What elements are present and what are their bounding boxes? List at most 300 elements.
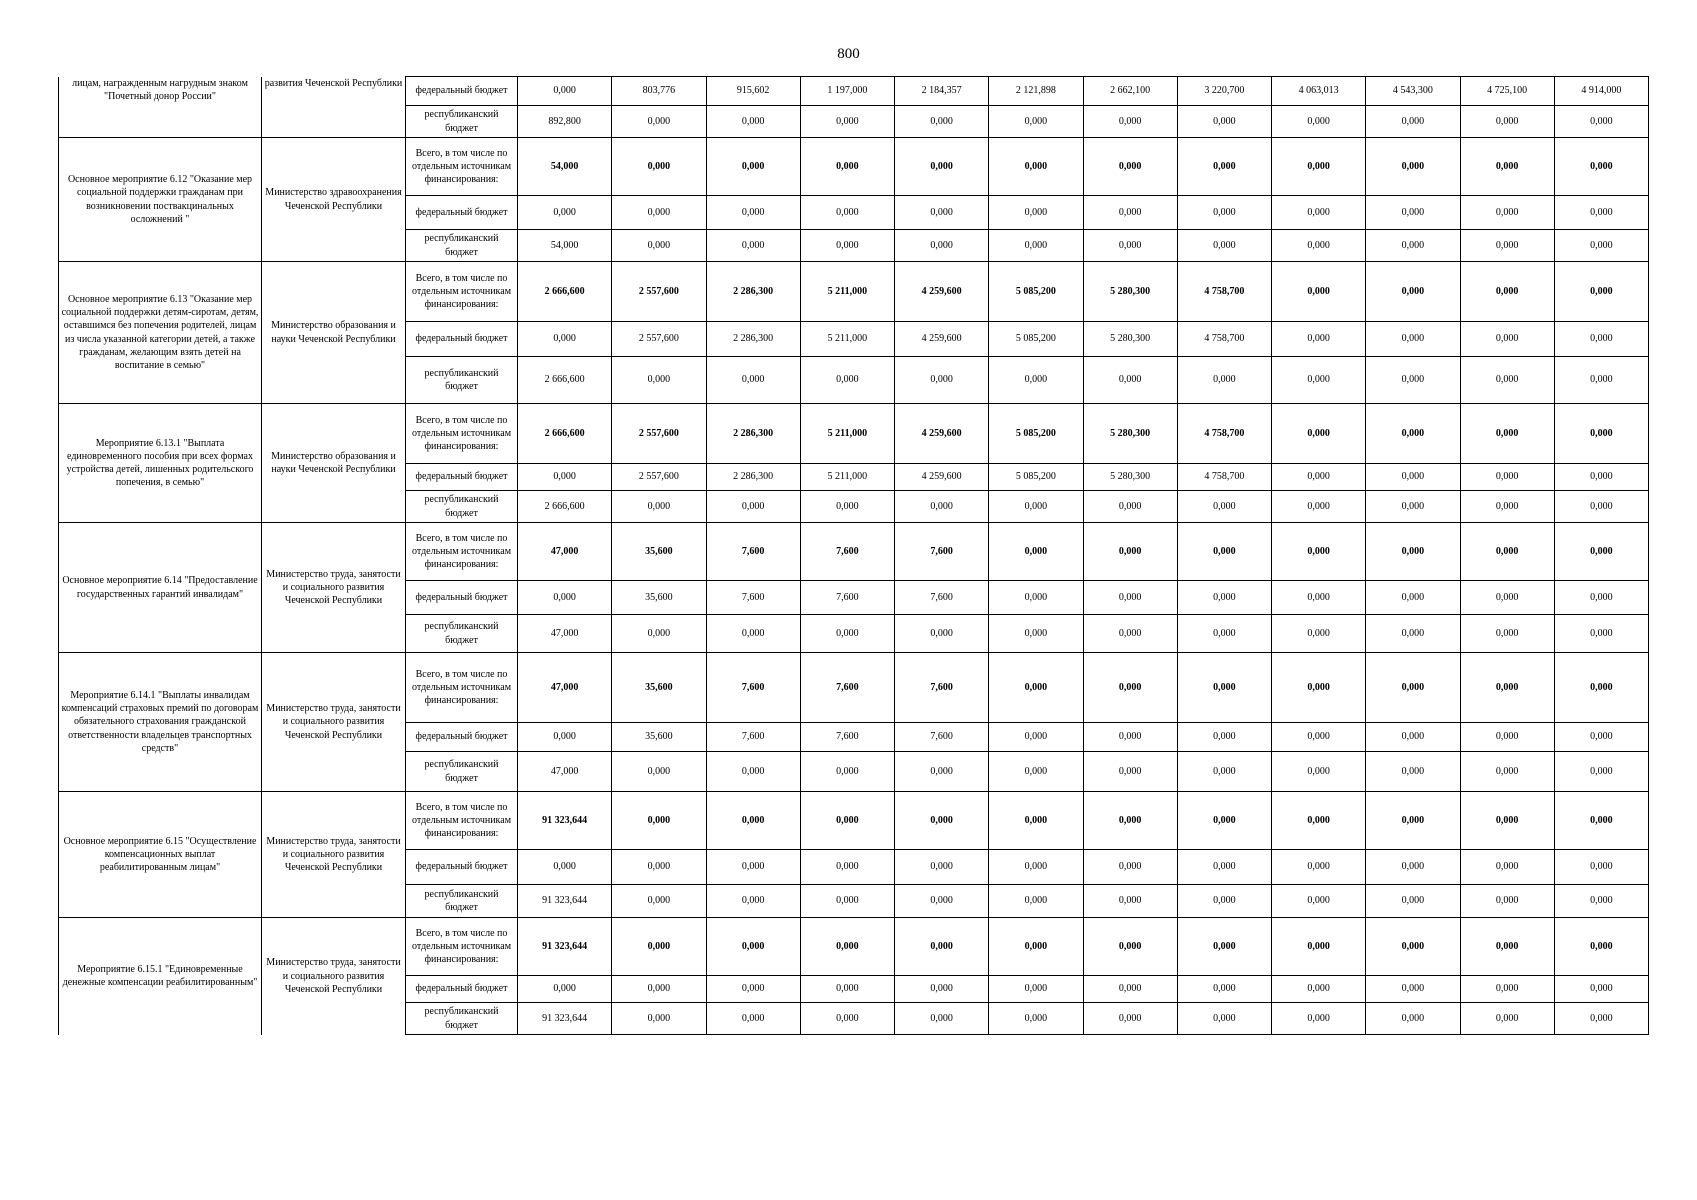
amount-cell: 0,000	[800, 885, 894, 918]
amount-cell: 0,000	[706, 357, 800, 404]
funding-source: федеральный бюджет	[406, 723, 518, 752]
amount-cell: 0,000	[895, 885, 989, 918]
amount-cell: 0,000	[989, 491, 1083, 523]
activity-name: Мероприятие 6.13.1 "Выплата единовременного пособия при всех формах устройства детей, лишенных родительского попечения, в семью"	[59, 404, 262, 523]
amount-cell: 7,600	[706, 523, 800, 581]
amount-cell: 0,000	[1460, 404, 1554, 464]
amount-cell: 0,000	[706, 106, 800, 138]
amount-cell: 0,000	[1083, 491, 1177, 523]
amount-cell: 0,000	[1554, 106, 1648, 138]
funding-source: республиканский бюджет	[406, 615, 518, 653]
amount-cell: 4 758,700	[1177, 464, 1271, 491]
amount-cell: 0,000	[1460, 523, 1554, 581]
amount-cell: 0,000	[989, 752, 1083, 792]
amount-cell: 0,000	[1177, 850, 1271, 885]
amount-cell: 5 085,200	[989, 404, 1083, 464]
amount-cell: 4 259,600	[895, 464, 989, 491]
amount-cell: 0,000	[1272, 653, 1366, 723]
amount-cell: 0,000	[800, 357, 894, 404]
amount-cell: 2 662,100	[1083, 77, 1177, 106]
amount-cell: 0,000	[800, 138, 894, 196]
amount-cell: 0,000	[1460, 918, 1554, 976]
amount-cell: 0,000	[1177, 976, 1271, 1003]
amount-cell: 0,000	[1177, 491, 1271, 523]
amount-cell: 0,000	[800, 106, 894, 138]
amount-cell: 4 543,300	[1366, 77, 1460, 106]
amount-cell: 0,000	[1554, 491, 1648, 523]
amount-cell: 7,600	[706, 723, 800, 752]
amount-cell: 4 758,700	[1177, 404, 1271, 464]
amount-cell: 0,000	[1083, 523, 1177, 581]
amount-cell: 0,000	[1272, 464, 1366, 491]
amount-cell: 0,000	[1460, 106, 1554, 138]
amount-cell: 2 121,898	[989, 77, 1083, 106]
table-row	[59, 918, 1649, 976]
amount-cell: 2 557,600	[612, 464, 706, 491]
amount-cell: 0,000	[612, 615, 706, 653]
amount-cell: 0,000	[706, 850, 800, 885]
amount-cell: 54,000	[518, 230, 612, 262]
amount-cell: 0,000	[895, 615, 989, 653]
amount-cell: 5 085,200	[989, 464, 1083, 491]
amount-cell: 54,000	[518, 138, 612, 196]
table-row	[59, 653, 1649, 723]
amount-cell: 0,000	[612, 885, 706, 918]
amount-cell: 0,000	[1177, 581, 1271, 615]
amount-cell: 0,000	[706, 976, 800, 1003]
amount-cell: 0,000	[800, 1003, 894, 1035]
amount-cell: 0,000	[895, 230, 989, 262]
amount-cell: 0,000	[1366, 106, 1460, 138]
amount-cell: 2 666,600	[518, 404, 612, 464]
amount-cell: 0,000	[895, 792, 989, 850]
amount-cell: 91 323,644	[518, 885, 612, 918]
amount-cell: 0,000	[1177, 230, 1271, 262]
table-row	[59, 77, 1649, 106]
amount-cell: 0,000	[1272, 581, 1366, 615]
funding-source: Всего, в том числе по отдельным источникам финансирования:	[406, 523, 518, 581]
amount-cell: 0,000	[1177, 653, 1271, 723]
amount-cell: 0,000	[1366, 752, 1460, 792]
funding-source: Всего, в том числе по отдельным источникам финансирования:	[406, 262, 518, 322]
amount-cell: 0,000	[1554, 752, 1648, 792]
amount-cell: 5 211,000	[800, 262, 894, 322]
table-row	[59, 404, 1649, 464]
amount-cell: 2 286,300	[706, 322, 800, 357]
amount-cell: 0,000	[1083, 653, 1177, 723]
amount-cell: 4 758,700	[1177, 322, 1271, 357]
amount-cell: 0,000	[518, 77, 612, 106]
activity-name: лицам, награжденным нагрудным знаком "Почетный донор России"	[59, 77, 262, 138]
amount-cell: 0,000	[800, 491, 894, 523]
amount-cell: 0,000	[989, 196, 1083, 230]
amount-cell: 2 184,357	[895, 77, 989, 106]
amount-cell: 2 286,300	[706, 464, 800, 491]
amount-cell: 0,000	[1460, 653, 1554, 723]
funding-source: федеральный бюджет	[406, 464, 518, 491]
amount-cell: 0,000	[706, 918, 800, 976]
activity-name: Основное мероприятие 6.14 "Предоставление государственных гарантий инвалидам"	[59, 523, 262, 653]
funding-source: федеральный бюджет	[406, 850, 518, 885]
amount-cell: 0,000	[1083, 918, 1177, 976]
amount-cell: 0,000	[1272, 752, 1366, 792]
amount-cell: 0,000	[1177, 885, 1271, 918]
amount-cell: 0,000	[1460, 850, 1554, 885]
amount-cell: 35,600	[612, 523, 706, 581]
amount-cell: 0,000	[1460, 357, 1554, 404]
amount-cell: 0,000	[800, 752, 894, 792]
amount-cell: 0,000	[989, 918, 1083, 976]
amount-cell: 0,000	[989, 615, 1083, 653]
amount-cell: 0,000	[1177, 1003, 1271, 1035]
amount-cell: 0,000	[706, 885, 800, 918]
table-row	[59, 138, 1649, 196]
amount-cell: 5 280,300	[1083, 464, 1177, 491]
amount-cell: 0,000	[1554, 653, 1648, 723]
page-number: 800	[837, 46, 860, 62]
amount-cell: 0,000	[612, 792, 706, 850]
amount-cell: 0,000	[706, 792, 800, 850]
amount-cell: 0,000	[1554, 792, 1648, 850]
amount-cell: 0,000	[895, 491, 989, 523]
amount-cell: 0,000	[1083, 138, 1177, 196]
amount-cell: 0,000	[1460, 885, 1554, 918]
amount-cell: 0,000	[518, 464, 612, 491]
funding-source: Всего, в том числе по отдельным источникам финансирования:	[406, 792, 518, 850]
amount-cell: 0,000	[1460, 230, 1554, 262]
amount-cell: 0,000	[800, 976, 894, 1003]
amount-cell: 0,000	[1272, 918, 1366, 976]
amount-cell: 0,000	[1554, 976, 1648, 1003]
funding-source: республиканский бюджет	[406, 491, 518, 523]
amount-cell: 0,000	[1366, 918, 1460, 976]
amount-cell: 0,000	[612, 106, 706, 138]
amount-cell: 0,000	[1177, 357, 1271, 404]
amount-cell: 0,000	[1083, 230, 1177, 262]
amount-cell: 4 259,600	[895, 404, 989, 464]
amount-cell: 0,000	[1272, 792, 1366, 850]
executor-name: Министерство труда, занятости и социального развития Чеченской Республики	[262, 653, 406, 792]
amount-cell: 7,600	[800, 523, 894, 581]
amount-cell: 5 280,300	[1083, 322, 1177, 357]
activity-name: Мероприятие 6.15.1 "Единовременные денежные компенсации реабилитированным"	[59, 918, 262, 1035]
amount-cell: 0,000	[1554, 196, 1648, 230]
amount-cell: 2 666,600	[518, 357, 612, 404]
amount-cell: 0,000	[1272, 491, 1366, 523]
amount-cell: 0,000	[612, 357, 706, 404]
amount-cell: 4 259,600	[895, 322, 989, 357]
activity-name: Основное мероприятие 6.13 "Оказание мер социальной поддержки детям-сиротам, детям, оставшимся без попечения родителей, лицам из числа указанной категории детей, а также гражданам, желающим взять детей на воспитание в семью"	[59, 262, 262, 404]
amount-cell: 0,000	[1177, 752, 1271, 792]
executor-name: развития Чеченской Республики	[262, 77, 406, 138]
amount-cell: 0,000	[1083, 885, 1177, 918]
amount-cell: 0,000	[1366, 322, 1460, 357]
amount-cell: 0,000	[989, 850, 1083, 885]
amount-cell: 0,000	[1272, 723, 1366, 752]
amount-cell: 0,000	[1554, 615, 1648, 653]
amount-cell: 0,000	[1366, 404, 1460, 464]
amount-cell: 0,000	[612, 752, 706, 792]
amount-cell: 0,000	[518, 723, 612, 752]
amount-cell: 0,000	[1554, 230, 1648, 262]
amount-cell: 2 286,300	[706, 262, 800, 322]
funding-source: федеральный бюджет	[406, 322, 518, 357]
amount-cell: 0,000	[1460, 464, 1554, 491]
amount-cell: 0,000	[989, 357, 1083, 404]
amount-cell: 0,000	[1083, 976, 1177, 1003]
amount-cell: 0,000	[800, 230, 894, 262]
amount-cell: 0,000	[1177, 138, 1271, 196]
amount-cell: 0,000	[1366, 464, 1460, 491]
funding-source: федеральный бюджет	[406, 581, 518, 615]
amount-cell: 0,000	[1366, 491, 1460, 523]
amount-cell: 2 666,600	[518, 262, 612, 322]
amount-cell: 0,000	[800, 792, 894, 850]
amount-cell: 7,600	[800, 723, 894, 752]
executor-name: Министерство здравоохранения Чеченской Республики	[262, 138, 406, 262]
amount-cell: 7,600	[800, 581, 894, 615]
amount-cell: 5 211,000	[800, 404, 894, 464]
amount-cell: 0,000	[612, 196, 706, 230]
amount-cell: 0,000	[1366, 1003, 1460, 1035]
amount-cell: 0,000	[1460, 752, 1554, 792]
amount-cell: 0,000	[1272, 976, 1366, 1003]
amount-cell: 0,000	[518, 196, 612, 230]
table-row	[59, 262, 1649, 322]
amount-cell: 0,000	[1272, 1003, 1366, 1035]
amount-cell: 0,000	[1272, 262, 1366, 322]
amount-cell: 0,000	[1272, 615, 1366, 653]
amount-cell: 0,000	[1460, 138, 1554, 196]
amount-cell: 0,000	[1460, 581, 1554, 615]
amount-cell: 0,000	[1272, 357, 1366, 404]
amount-cell: 0,000	[1272, 106, 1366, 138]
amount-cell: 0,000	[989, 581, 1083, 615]
amount-cell: 2 286,300	[706, 404, 800, 464]
amount-cell: 0,000	[1554, 723, 1648, 752]
amount-cell: 0,000	[989, 723, 1083, 752]
amount-cell: 0,000	[1460, 262, 1554, 322]
amount-cell: 0,000	[895, 1003, 989, 1035]
amount-cell: 4 063,013	[1272, 77, 1366, 106]
amount-cell: 0,000	[1083, 581, 1177, 615]
amount-cell: 0,000	[1272, 322, 1366, 357]
amount-cell: 5 280,300	[1083, 262, 1177, 322]
amount-cell: 0,000	[1272, 230, 1366, 262]
amount-cell: 7,600	[706, 581, 800, 615]
amount-cell: 0,000	[1366, 357, 1460, 404]
funding-source: республиканский бюджет	[406, 885, 518, 918]
amount-cell: 0,000	[1554, 138, 1648, 196]
amount-cell: 35,600	[612, 723, 706, 752]
amount-cell: 0,000	[1083, 850, 1177, 885]
amount-cell: 47,000	[518, 615, 612, 653]
amount-cell: 0,000	[1177, 918, 1271, 976]
funding-source: республиканский бюджет	[406, 752, 518, 792]
amount-cell: 91 323,644	[518, 1003, 612, 1035]
amount-cell: 0,000	[1366, 523, 1460, 581]
amount-cell: 0,000	[989, 106, 1083, 138]
amount-cell: 4 914,000	[1554, 77, 1648, 106]
amount-cell: 0,000	[1366, 885, 1460, 918]
amount-cell: 0,000	[1366, 230, 1460, 262]
amount-cell: 5 211,000	[800, 322, 894, 357]
amount-cell: 0,000	[1460, 792, 1554, 850]
amount-cell: 0,000	[518, 322, 612, 357]
amount-cell: 0,000	[1272, 404, 1366, 464]
amount-cell: 0,000	[1083, 357, 1177, 404]
amount-cell: 91 323,644	[518, 918, 612, 976]
amount-cell: 47,000	[518, 653, 612, 723]
amount-cell: 0,000	[612, 491, 706, 523]
amount-cell: 0,000	[989, 976, 1083, 1003]
amount-cell: 0,000	[1460, 1003, 1554, 1035]
amount-cell: 0,000	[1272, 196, 1366, 230]
amount-cell: 35,600	[612, 653, 706, 723]
amount-cell: 0,000	[1272, 850, 1366, 885]
executor-name: Министерство труда, занятости и социального развития Чеченской Республики	[262, 918, 406, 1035]
amount-cell: 0,000	[1272, 885, 1366, 918]
amount-cell: 0,000	[1460, 615, 1554, 653]
amount-cell: 0,000	[706, 615, 800, 653]
amount-cell: 0,000	[1366, 792, 1460, 850]
amount-cell: 0,000	[518, 581, 612, 615]
amount-cell: 0,000	[1554, 581, 1648, 615]
amount-cell: 2 557,600	[612, 262, 706, 322]
amount-cell: 0,000	[1554, 464, 1648, 491]
amount-cell: 0,000	[1460, 491, 1554, 523]
amount-cell: 0,000	[800, 615, 894, 653]
amount-cell: 0,000	[1366, 850, 1460, 885]
amount-cell: 0,000	[1554, 523, 1648, 581]
amount-cell: 7,600	[895, 523, 989, 581]
amount-cell: 0,000	[612, 230, 706, 262]
amount-cell: 47,000	[518, 523, 612, 581]
amount-cell: 0,000	[1460, 322, 1554, 357]
amount-cell: 0,000	[895, 918, 989, 976]
amount-cell: 803,776	[612, 77, 706, 106]
amount-cell: 0,000	[1177, 196, 1271, 230]
amount-cell: 0,000	[1083, 196, 1177, 230]
funding-source: федеральный бюджет	[406, 196, 518, 230]
amount-cell: 0,000	[1366, 262, 1460, 322]
amount-cell: 35,600	[612, 581, 706, 615]
amount-cell: 0,000	[1083, 752, 1177, 792]
amount-cell: 4 725,100	[1460, 77, 1554, 106]
funding-source: республиканский бюджет	[406, 1003, 518, 1035]
amount-cell: 0,000	[1366, 196, 1460, 230]
amount-cell: 0,000	[1272, 138, 1366, 196]
amount-cell: 915,602	[706, 77, 800, 106]
amount-cell: 0,000	[1083, 723, 1177, 752]
financing-table	[58, 76, 1649, 1035]
amount-cell: 0,000	[1554, 885, 1648, 918]
amount-cell: 5 211,000	[800, 464, 894, 491]
amount-cell: 0,000	[706, 1003, 800, 1035]
funding-source: Всего, в том числе по отдельным источникам финансирования:	[406, 138, 518, 196]
amount-cell: 0,000	[1554, 357, 1648, 404]
amount-cell: 4 259,600	[895, 262, 989, 322]
amount-cell: 0,000	[989, 653, 1083, 723]
amount-cell: 0,000	[1177, 523, 1271, 581]
amount-cell: 7,600	[800, 653, 894, 723]
amount-cell: 0,000	[895, 196, 989, 230]
amount-cell: 0,000	[612, 850, 706, 885]
activity-name: Мероприятие 6.14.1 "Выплаты инвалидам компенсаций страховых премий по договорам обязательного страхования гражданской ответственности владельцев транспортных средств"	[59, 653, 262, 792]
amount-cell: 0,000	[895, 752, 989, 792]
table-row	[59, 523, 1649, 581]
funding-source: Всего, в том числе по отдельным источникам финансирования:	[406, 653, 518, 723]
amount-cell: 3 220,700	[1177, 77, 1271, 106]
funding-source: Всего, в том числе по отдельным источникам финансирования:	[406, 404, 518, 464]
amount-cell: 0,000	[706, 138, 800, 196]
amount-cell: 0,000	[706, 491, 800, 523]
amount-cell: 2 666,600	[518, 491, 612, 523]
amount-cell: 0,000	[1272, 523, 1366, 581]
amount-cell: 0,000	[1366, 138, 1460, 196]
amount-cell: 0,000	[1554, 322, 1648, 357]
amount-cell: 0,000	[1554, 1003, 1648, 1035]
amount-cell: 0,000	[1366, 976, 1460, 1003]
amount-cell: 7,600	[895, 581, 989, 615]
amount-cell: 0,000	[612, 1003, 706, 1035]
amount-cell: 0,000	[800, 196, 894, 230]
amount-cell: 7,600	[895, 723, 989, 752]
amount-cell: 0,000	[1177, 723, 1271, 752]
amount-cell: 0,000	[800, 918, 894, 976]
amount-cell: 5 085,200	[989, 322, 1083, 357]
amount-cell: 0,000	[1460, 723, 1554, 752]
amount-cell: 892,800	[518, 106, 612, 138]
amount-cell: 0,000	[706, 230, 800, 262]
amount-cell: 0,000	[1554, 918, 1648, 976]
amount-cell: 0,000	[1366, 581, 1460, 615]
amount-cell: 0,000	[1083, 106, 1177, 138]
funding-source: федеральный бюджет	[406, 77, 518, 106]
amount-cell: 2 557,600	[612, 322, 706, 357]
amount-cell: 4 758,700	[1177, 262, 1271, 322]
amount-cell: 0,000	[1366, 653, 1460, 723]
amount-cell: 0,000	[989, 885, 1083, 918]
amount-cell: 0,000	[1554, 850, 1648, 885]
amount-cell: 0,000	[612, 918, 706, 976]
amount-cell: 0,000	[612, 976, 706, 1003]
funding-source: республиканский бюджет	[406, 106, 518, 138]
amount-cell: 0,000	[706, 196, 800, 230]
amount-cell: 0,000	[1460, 196, 1554, 230]
activity-name: Основное мероприятие 6.15 "Осуществление компенсационных выплат реабилитированным лицам"	[59, 792, 262, 918]
amount-cell: 0,000	[989, 138, 1083, 196]
amount-cell: 7,600	[895, 653, 989, 723]
amount-cell: 0,000	[800, 850, 894, 885]
table-body	[59, 77, 1649, 1035]
funding-source: республиканский бюджет	[406, 230, 518, 262]
amount-cell: 7,600	[706, 653, 800, 723]
amount-cell: 1 197,000	[800, 77, 894, 106]
amount-cell: 0,000	[1177, 615, 1271, 653]
amount-cell: 0,000	[895, 138, 989, 196]
amount-cell: 0,000	[518, 850, 612, 885]
amount-cell: 2 557,600	[612, 404, 706, 464]
amount-cell: 0,000	[895, 850, 989, 885]
amount-cell: 5 280,300	[1083, 404, 1177, 464]
funding-source: Всего, в том числе по отдельным источникам финансирования:	[406, 918, 518, 976]
amount-cell: 0,000	[895, 976, 989, 1003]
table-row	[59, 792, 1649, 850]
amount-cell: 47,000	[518, 752, 612, 792]
amount-cell: 0,000	[989, 792, 1083, 850]
amount-cell: 0,000	[1083, 615, 1177, 653]
